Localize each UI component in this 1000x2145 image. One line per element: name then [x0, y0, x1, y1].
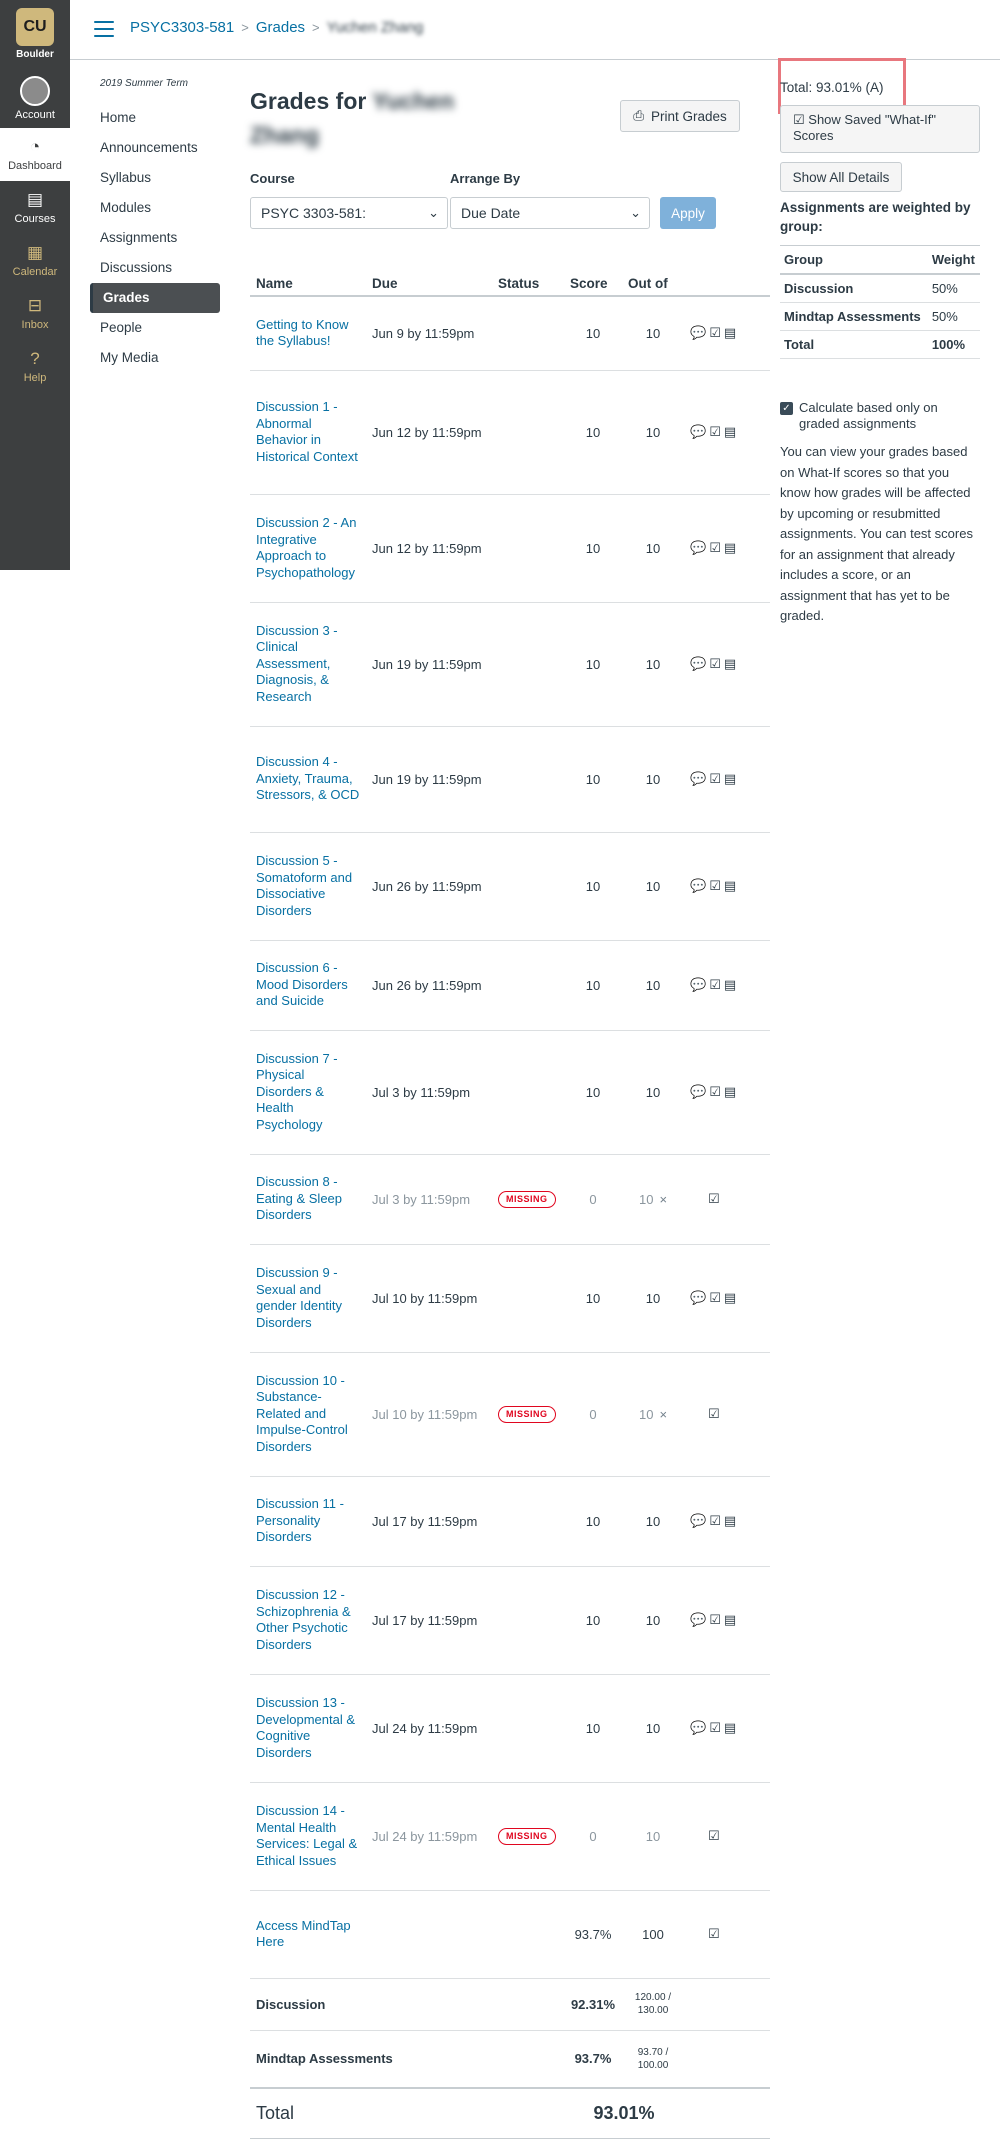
score: 10	[564, 1244, 622, 1352]
out-of-cell	[622, 1566, 684, 1674]
due-date: Jun 9 by 11:59pm	[366, 296, 492, 370]
total-grade-text: Total: 93.01% (A)	[780, 80, 884, 95]
nav-label-calendar: Calendar	[12, 265, 58, 278]
scoring-details-icon[interactable]: ▤	[723, 977, 737, 992]
comments-icon[interactable]: 💬	[690, 540, 707, 555]
group-percent: 92.31%	[564, 1978, 622, 2030]
out-of: 10	[638, 1191, 654, 1207]
close-icon: ×	[659, 1191, 668, 1207]
course-select-value: PSYC 3303-581:	[261, 205, 367, 221]
assignment-link[interactable]: Discussion 6 - Mood Disorders and Suicide	[256, 960, 348, 1009]
rubric-icon[interactable]: ☑	[709, 325, 721, 341]
nav-item-calendar[interactable]	[0, 234, 70, 287]
out-of-cell	[622, 1782, 684, 1890]
breadcrumb-student: Yuchen Zhang	[326, 19, 424, 36]
rubric-icon[interactable]: ☑	[708, 1926, 720, 1941]
total-label: Total	[250, 2088, 564, 2138]
whatif-label: Show Saved "What-If" Scores	[793, 112, 937, 143]
account-label: Account	[15, 108, 55, 121]
nav-label-courses: Courses	[14, 212, 56, 225]
group-spacer	[684, 1978, 770, 2030]
score: 10	[564, 1674, 622, 1782]
rubric-icon[interactable]: ☑	[709, 1290, 721, 1305]
status-cell	[492, 726, 564, 832]
nav-item-help[interactable]	[0, 340, 70, 393]
course-nav-grades[interactable]: Grades	[90, 283, 220, 313]
comments-icon[interactable]: 💬	[690, 1612, 707, 1627]
status-cell	[492, 1154, 564, 1244]
hamburger-menu-icon[interactable]	[94, 21, 114, 37]
table-row	[250, 1674, 770, 1782]
assignment-name-cell	[250, 370, 366, 494]
table-row	[250, 832, 770, 940]
comments-icon[interactable]: 💬	[690, 1513, 707, 1528]
scoring-details-icon[interactable]: ▤	[723, 1513, 737, 1528]
row-actions	[684, 1890, 770, 1978]
weights-row	[780, 303, 980, 331]
out-of-cell	[622, 1890, 684, 1978]
assignment-link[interactable]: Discussion 1 - Abnormal Behavior in Historical Context	[256, 399, 358, 464]
comments-icon[interactable]: 💬	[690, 977, 707, 992]
printer-icon: ⎙	[633, 108, 645, 123]
grades-table-body	[250, 296, 770, 1978]
nav-label-dashboard: Dashboard	[8, 159, 62, 172]
out-of-cell	[622, 832, 684, 940]
rubric-icon[interactable]: ☑	[709, 1513, 721, 1528]
table-row	[250, 494, 770, 602]
total-row	[250, 2088, 770, 2138]
assignment-name-cell	[250, 1782, 366, 1890]
breadcrumb	[130, 19, 423, 36]
table-row	[250, 1030, 770, 1154]
row-actions	[684, 494, 770, 602]
total-value: 93.01%	[564, 2088, 684, 2138]
status-cell	[492, 1782, 564, 1890]
table-row	[250, 1782, 770, 1890]
out-of: 10	[645, 1290, 661, 1306]
courses-icon: ▤	[26, 189, 44, 209]
scoring-details-icon[interactable]: ▤	[723, 540, 737, 555]
score: 0	[564, 1154, 622, 1244]
col-due: Due	[366, 270, 492, 296]
whatif-icon: ☑	[793, 112, 809, 127]
nav-item-inbox[interactable]	[0, 287, 70, 340]
out-of: 10	[645, 1828, 661, 1844]
arrange-by-value: Due Date	[461, 205, 521, 221]
due-date: Jul 24 by 11:59pm	[366, 1674, 492, 1782]
weights-row	[780, 274, 980, 303]
due-date: Jun 19 by 11:59pm	[366, 726, 492, 832]
due-date: Jul 10 by 11:59pm	[366, 1352, 492, 1476]
chevron-down-icon: ⌄	[630, 205, 641, 220]
score: 10	[564, 296, 622, 370]
weights-header	[780, 246, 980, 275]
score: 10	[564, 1476, 622, 1566]
status-cell	[492, 494, 564, 602]
assignment-name-cell	[250, 1566, 366, 1674]
row-actions	[684, 1154, 770, 1244]
scoring-details-icon[interactable]: ▤	[723, 878, 737, 893]
col-status: Status	[492, 270, 564, 296]
comments-icon[interactable]: 💬	[690, 1290, 707, 1305]
weight-group: Mindtap Assessments	[780, 303, 928, 331]
nav-item-dashboard[interactable]	[0, 128, 70, 181]
breadcrumb-course[interactable]: PSYC3303-581	[130, 19, 235, 36]
scoring-details-icon[interactable]: ▤	[723, 1084, 737, 1099]
title-student-name: Yuchen Zhang	[250, 88, 455, 148]
row-actions	[684, 370, 770, 494]
total-spacer	[684, 2088, 770, 2138]
due-date: Jul 24 by 11:59pm	[366, 1782, 492, 1890]
col-actions	[684, 270, 770, 296]
comments-icon[interactable]: 💬	[690, 1720, 707, 1735]
rubric-icon[interactable]: ☑	[709, 656, 721, 671]
course-nav-my-media[interactable]: My Media	[100, 350, 159, 365]
status-cell	[492, 602, 564, 726]
table-row	[250, 1352, 770, 1476]
assignment-link[interactable]: Discussion 9 - Sexual and gender Identity Disorders	[256, 1265, 343, 1330]
assignment-link[interactable]: Discussion 8 - Eating & Sleep Disorders	[256, 1174, 343, 1223]
rubric-icon[interactable]: ☑	[709, 1084, 721, 1099]
status-cell	[492, 1890, 564, 1978]
assignment-link[interactable]: Discussion 5 - Somatoform and Dissociative Disorders	[256, 853, 353, 918]
calendar-icon: ▦	[26, 242, 44, 262]
nav-item-courses[interactable]	[0, 181, 70, 234]
status-cell	[492, 296, 564, 370]
assignment-link[interactable]: Discussion 3 - Clinical Assessment, Diagnosis, & Research	[256, 622, 338, 704]
rubric-icon[interactable]: ☑	[709, 977, 721, 992]
term-label: 2019 Summer Term	[100, 78, 188, 89]
assignment-name-cell	[250, 1890, 366, 1978]
assignment-link[interactable]: Discussion 14 - Mental Health Services: Legal & Ethical Issues	[256, 1803, 358, 1868]
row-actions	[684, 1674, 770, 1782]
cu-logo-mark: CU	[16, 8, 54, 46]
out-of: 10	[645, 1084, 661, 1100]
score: 0	[564, 1782, 622, 1890]
scoring-details-icon[interactable]: ▤	[723, 1720, 737, 1735]
print-grades-label: Print Grades	[651, 108, 727, 124]
status-cell	[492, 832, 564, 940]
due-date: Jul 17 by 11:59pm	[366, 1476, 492, 1566]
comments-icon[interactable]: 💬	[690, 771, 707, 786]
out-of-cell	[622, 1030, 684, 1154]
breadcrumb-grades[interactable]: Grades	[255, 19, 306, 36]
missing-badge: MISSING	[498, 1828, 556, 1845]
assignment-link[interactable]: Getting to Know the Syllabus!	[256, 316, 349, 349]
comments-icon[interactable]: 💬	[690, 878, 707, 893]
table-row	[250, 1244, 770, 1352]
due-date: Jul 17 by 11:59pm	[366, 1566, 492, 1674]
status-cell	[492, 1674, 564, 1782]
missing-badge: MISSING	[498, 1406, 556, 1423]
assignment-name-cell	[250, 1030, 366, 1154]
show-whatif-button[interactable]	[780, 105, 980, 153]
course-nav-people[interactable]: People	[100, 320, 143, 335]
assignment-name-cell	[250, 1352, 366, 1476]
group-row-mindtap	[250, 2030, 770, 2088]
assignment-name-cell	[250, 1476, 366, 1566]
out-of-cell	[622, 1674, 684, 1782]
assignment-name-cell	[250, 602, 366, 726]
weights-table	[780, 245, 980, 359]
out-of: 10	[645, 540, 661, 556]
score: 10	[564, 940, 622, 1030]
group-name: Mindtap Assessments	[250, 2030, 564, 2088]
table-row	[250, 296, 770, 370]
weights-col-weight: Weight	[928, 246, 980, 275]
status-cell	[492, 1352, 564, 1476]
out-of-cell	[622, 1154, 684, 1244]
score: 0	[564, 1352, 622, 1476]
row-actions	[684, 1244, 770, 1352]
assignment-name-cell	[250, 940, 366, 1030]
due-date: Jun 19 by 11:59pm	[366, 602, 492, 726]
account-nav-item[interactable]	[0, 68, 70, 128]
out-of-cell	[622, 1352, 684, 1476]
table-row	[250, 370, 770, 494]
rubric-icon[interactable]: ☑	[709, 878, 721, 893]
due-date: Jul 10 by 11:59pm	[366, 1244, 492, 1352]
dashboard-icon: ◔	[29, 136, 41, 156]
status-cell	[492, 370, 564, 494]
status-cell	[492, 1566, 564, 1674]
rubric-icon[interactable]: ☑	[708, 1828, 720, 1843]
rubric-icon[interactable]: ☑	[709, 1720, 721, 1735]
weight-total-value: 100%	[928, 331, 980, 359]
group-name: Discussion	[250, 1978, 564, 2030]
weights-col-group: Group	[780, 246, 928, 275]
group-spacer	[684, 2030, 770, 2088]
col-score: Score	[564, 270, 622, 296]
row-actions	[684, 1782, 770, 1890]
status-cell	[492, 940, 564, 1030]
out-of: 10	[645, 878, 661, 894]
course-nav-announcements[interactable]: Announcements	[100, 140, 198, 155]
assignment-name-cell	[250, 494, 366, 602]
course-select[interactable]	[250, 197, 448, 229]
apply-button[interactable]: Apply	[660, 197, 716, 229]
weight-value: 50%	[928, 303, 980, 331]
out-of: 100	[642, 1926, 664, 1942]
assignment-name-cell	[250, 1154, 366, 1244]
assignment-name-cell	[250, 726, 366, 832]
out-of-cell	[622, 602, 684, 726]
out-of: 10	[645, 325, 661, 341]
close-icon: ×	[659, 1406, 668, 1422]
chevron-down-icon: ⌄	[428, 205, 439, 220]
assignment-link[interactable]: Discussion 13 - Developmental & Cognitive Disorders	[256, 1695, 355, 1760]
assignment-link[interactable]: Discussion 4 - Anxiety, Trauma, Stressors, & OCD	[256, 754, 360, 803]
rubric-icon[interactable]: ☑	[708, 1406, 720, 1421]
row-actions	[684, 1030, 770, 1154]
assignment-name-cell	[250, 832, 366, 940]
out-of: 10	[645, 424, 661, 440]
score: 10	[564, 602, 622, 726]
assignment-link[interactable]: Discussion 12 - Schizophrenia & Other Psychotic Disorders	[256, 1587, 351, 1652]
scoring-details-icon[interactable]: ▤	[723, 424, 737, 439]
assignment-name-cell	[250, 1674, 366, 1782]
course-nav-home[interactable]: Home	[100, 110, 137, 125]
out-of: 10	[645, 656, 661, 672]
calculate-graded-checkbox[interactable]: ✓	[780, 402, 793, 415]
out-of-cell	[622, 726, 684, 832]
calculate-graded-label: Calculate based only on graded assignments	[799, 400, 938, 431]
out-of-cell	[622, 494, 684, 602]
assignment-link[interactable]: Discussion 10 - Substance-Related and Impulse-Control Disorders	[256, 1372, 348, 1454]
row-actions	[684, 726, 770, 832]
assignment-name-cell	[250, 296, 366, 370]
out-of-cell	[622, 296, 684, 370]
whatif-note: You can view your grades based on What-If scores so that you know how grades will be affected by upcoming or resubmitted assignments. You can test scores for an assignment that already includes a score, or an assignment that has yet to be graded.	[780, 444, 973, 623]
comments-icon[interactable]: 💬	[690, 1084, 707, 1099]
out-of: 10	[645, 771, 661, 787]
group-fraction: 120.00 / 130.00	[622, 1978, 684, 2030]
grades-summary	[250, 1978, 770, 2138]
out-of: 10	[645, 1612, 661, 1628]
course-nav-assignments[interactable]: Assignments	[100, 230, 178, 245]
due-date: Jul 3 by 11:59pm	[366, 1030, 492, 1154]
print-grades-button[interactable]	[620, 100, 740, 132]
breadcrumb-separator: >	[241, 20, 249, 35]
out-of-cell	[622, 1244, 684, 1352]
course-select-label: Course	[250, 171, 295, 186]
assignment-link[interactable]: Discussion 2 - An Integrative Approach to Psychopathology	[256, 515, 357, 580]
group-fraction: 93.70 / 100.00	[622, 2030, 684, 2088]
weight-total-label: Total	[780, 331, 928, 359]
page-header	[70, 0, 1000, 60]
score: 10	[564, 494, 622, 602]
row-actions	[684, 1476, 770, 1566]
course-nav-modules[interactable]: Modules	[100, 200, 152, 215]
due-date: Jun 26 by 11:59pm	[366, 832, 492, 940]
grades-table	[250, 270, 770, 2139]
weight-value: 50%	[928, 274, 980, 303]
course-nav-syllabus[interactable]: Syllabus	[100, 170, 152, 185]
weights-total-row	[780, 331, 980, 359]
scoring-details-icon[interactable]: ▤	[723, 771, 737, 786]
page-title	[250, 84, 510, 152]
missing-badge: MISSING	[498, 1191, 556, 1208]
status-cell	[492, 1244, 564, 1352]
rubric-icon[interactable]: ☑	[709, 424, 721, 439]
status-cell	[492, 1476, 564, 1566]
avatar	[20, 76, 50, 106]
due-date: Jul 3 by 11:59pm	[366, 1154, 492, 1244]
table-row	[250, 940, 770, 1030]
rubric-icon[interactable]: ☑	[709, 771, 721, 786]
weighted-heading: Assignments are weighted by group:	[780, 200, 971, 234]
global-nav	[0, 0, 70, 570]
nav-label-inbox: Inbox	[21, 318, 49, 331]
table-row	[250, 1566, 770, 1674]
university-logo[interactable]	[0, 0, 70, 68]
assignment-name-cell	[250, 1244, 366, 1352]
table-row	[250, 726, 770, 832]
scoring-details-icon[interactable]: ▤	[723, 656, 737, 671]
score: 10	[564, 1566, 622, 1674]
group-percent: 93.7%	[564, 2030, 622, 2088]
table-row	[250, 1890, 770, 1978]
row-actions	[684, 1352, 770, 1476]
arrange-by-select[interactable]	[450, 197, 650, 229]
assignment-link[interactable]: Discussion 7 - Physical Disorders & Health Psychology	[256, 1050, 338, 1132]
due-date: Jun 12 by 11:59pm	[366, 494, 492, 602]
calculate-graded-option	[780, 400, 980, 432]
grades-table-header	[250, 270, 770, 296]
due-date: Jun 12 by 11:59pm	[366, 370, 492, 494]
course-nav	[90, 78, 220, 373]
weight-group: Discussion	[780, 274, 928, 303]
comments-icon[interactable]: 💬	[690, 656, 707, 671]
comments-icon[interactable]: 💬	[690, 424, 707, 439]
score: 10	[564, 1030, 622, 1154]
out-of: 10	[645, 1720, 661, 1736]
score: 10	[564, 832, 622, 940]
help-icon: ?	[30, 348, 40, 368]
show-all-details-button[interactable]: Show All Details	[780, 162, 902, 192]
score: 10	[564, 726, 622, 832]
inbox-icon: ⊟	[27, 295, 43, 315]
row-actions	[684, 602, 770, 726]
out-of-cell	[622, 370, 684, 494]
due-date: Jun 26 by 11:59pm	[366, 940, 492, 1030]
status-cell	[492, 1030, 564, 1154]
rubric-icon[interactable]: ☑	[708, 1191, 720, 1206]
row-actions	[684, 832, 770, 940]
score: 10	[564, 370, 622, 494]
arrange-by-label: Arrange By	[450, 171, 521, 186]
scoring-details-icon[interactable]: ▤	[723, 1612, 737, 1627]
scoring-details-icon[interactable]: ▤	[723, 325, 737, 341]
logo-caption: Boulder	[16, 49, 54, 60]
out-of: 10	[645, 977, 661, 993]
out-of: 10	[645, 1513, 661, 1529]
row-actions	[684, 1566, 770, 1674]
row-actions	[684, 296, 770, 370]
scoring-details-icon[interactable]: ▤	[723, 1290, 737, 1305]
table-row	[250, 602, 770, 726]
out-of: 10	[638, 1406, 654, 1422]
comments-icon[interactable]: 💬	[690, 325, 707, 341]
out-of-cell	[622, 1476, 684, 1566]
table-row	[250, 1476, 770, 1566]
col-out-of: Out of	[622, 270, 684, 296]
assignment-link[interactable]: Access MindTap Here	[256, 1917, 351, 1949]
breadcrumb-separator: >	[312, 20, 320, 35]
col-name: Name	[250, 270, 366, 296]
rubric-icon[interactable]: ☑	[709, 1612, 721, 1627]
due-date	[366, 1890, 492, 1978]
row-actions	[684, 940, 770, 1030]
group-row-discussion	[250, 1978, 770, 2030]
rubric-icon[interactable]: ☑	[709, 540, 721, 555]
assignment-link[interactable]: Discussion 11 - Personality Disorders	[256, 1496, 344, 1545]
out-of-cell	[622, 940, 684, 1030]
score: 93.7%	[564, 1890, 622, 1978]
nav-label-help: Help	[23, 371, 47, 384]
table-row	[250, 1154, 770, 1244]
title-prefix: Grades for	[250, 88, 367, 114]
course-nav-discussions[interactable]: Discussions	[100, 260, 173, 275]
